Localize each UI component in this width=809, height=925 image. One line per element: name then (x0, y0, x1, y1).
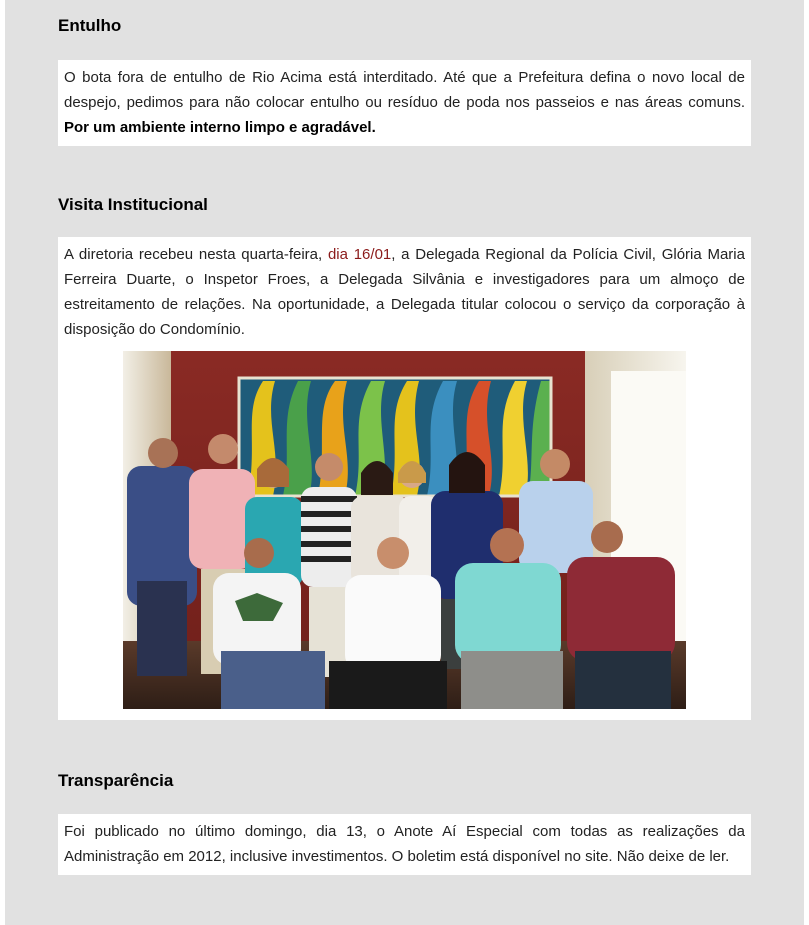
entulho-paragraph (64, 65, 745, 140)
page-background (5, 0, 804, 925)
section-box-entulho (58, 60, 751, 146)
section-title-transparencia: Transparência (58, 771, 174, 790)
transparencia-paragraph: Foi publicado no último domingo, dia 13, o Anote Aí Especial com todas as realizações da Administração em 2012, inclusive investimentos. O boletim está disponível no site. Não deixe de ler. (64, 823, 745, 865)
entulho-body-text: O bota fora de entulho de Rio Acima está interditado. Até que a Prefeitura defina o novo local de despejo, pedimos para não colocar entulho ou resíduo de poda nos passeios e nas áreas comuns. (64, 69, 745, 111)
section-title-visita: Visita Institucional (58, 195, 208, 214)
section-box-visita (58, 237, 751, 720)
visita-text-before-date: A diretoria recebeu nesta quarta-feira, (64, 246, 323, 263)
visita-paragraph (64, 242, 745, 342)
section-title-entulho: Entulho (58, 16, 122, 35)
visita-date: dia 16/01 (327, 246, 392, 263)
entulho-bold-text: Por um ambiente interno limpo e agradável. (64, 119, 376, 136)
group-photo (123, 351, 686, 709)
section-box-transparencia (58, 814, 751, 875)
group-photo-image (123, 351, 686, 709)
visita-text-after-date: , a Delegada Regional da Polícia Civil, Glória Maria Ferreira Duarte, o Inspetor Froes, a Delegada Silvânia e investigadores para um almoço de estreitamento de relações. Na oportunidade, a Delegada titular colocou o serviço da corporação à disposição do Condomínio. (64, 246, 745, 338)
